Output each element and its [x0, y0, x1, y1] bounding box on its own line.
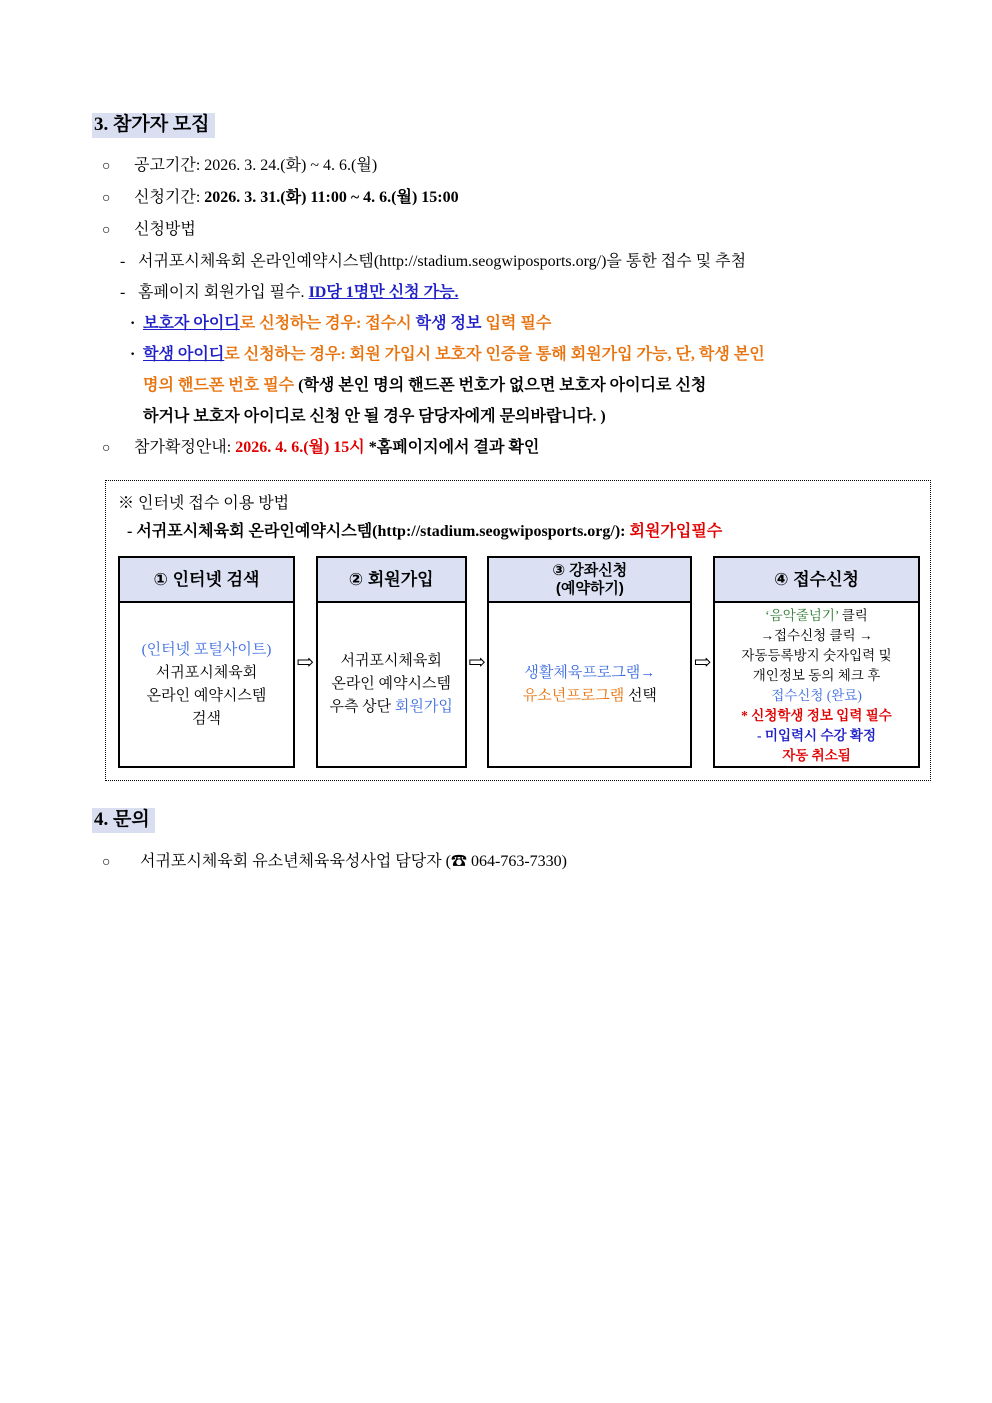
step4-line1 [765, 606, 868, 626]
apply-steps-flow [118, 556, 920, 768]
dot-bullet-icon: · [130, 315, 136, 332]
confirmation-label: 참가확정안내: [134, 439, 236, 456]
dash-bullet-icon: - [120, 284, 126, 301]
flow-arrow-cell [467, 556, 488, 768]
signup-link-text: 회원가입 [394, 699, 453, 715]
line-notice-period [92, 150, 944, 182]
circle-bullet-icon: ○ [102, 191, 111, 206]
phone-required-text: 명의 핸드폰 번호 필수 [143, 377, 299, 394]
section3-heading [92, 112, 944, 138]
step4-reception-box [713, 556, 920, 768]
step1-internet-search-box [118, 556, 295, 768]
student-id-tail: 로 신청하는 경우: 회원 가입시 보호자 인증을 통해 회원가입 가능, 단, 학생 본인 [224, 346, 765, 363]
student-info-term: 학생 정보 [415, 315, 482, 332]
apply-method-label: 신청방법 [134, 221, 196, 238]
contact-staff-note-text: 하거나 보호자 아이디로 신청 안 될 경우 담당자에게 문의바랍니다. ) [143, 408, 606, 425]
right-arrow-icon: ⇨ [468, 649, 486, 674]
select-text: 선택 [624, 687, 657, 704]
section3-heading-text: 3. 참가자 모집 [92, 113, 215, 138]
membership-required-emphasis: 회원가입필수 [629, 523, 723, 540]
step2-header: ② 회원가입 [318, 558, 465, 603]
step2-line3-prefix: 우측 상단 [329, 699, 395, 715]
guardian-id-term: 보호자 아이디 [143, 315, 240, 332]
step2-body [318, 603, 465, 766]
guide-box-subtitle [118, 517, 920, 546]
line-student-id-cont2 [92, 401, 944, 432]
line-student-id-cont1 [92, 370, 944, 401]
right-arrow-icon: ⇨ [296, 649, 315, 674]
step3-header-line2: (예약하기) [555, 579, 624, 597]
dash-bullet-icon: - [120, 253, 126, 270]
section4-heading [92, 807, 944, 833]
reception-complete-text: 접수신청 (완료) [771, 688, 862, 703]
one-id-rule-text: ID당 1명만 신청 가능. [308, 284, 459, 301]
auto-cancel-warning: 자동 취소됨 [782, 748, 851, 763]
step1-line4: 검색 [192, 710, 221, 727]
section4 [92, 807, 944, 878]
circle-bullet-icon: ○ [102, 159, 111, 174]
step2-line2: 온라인 예약시스템 [331, 676, 451, 692]
contact-text: 서귀포시체육회 유소년체육육성사업 담당자 (☎ 064-763-7330) [140, 853, 567, 870]
step1-line3: 온라인 예약시스템 [146, 687, 267, 704]
circle-bullet-icon: ○ [102, 855, 111, 870]
line-apply-period [92, 182, 944, 214]
line-student-id [92, 339, 944, 370]
sports-program-text: 생활체육프로그램→ [524, 664, 656, 681]
line-online-system [92, 246, 944, 277]
line-apply-method [92, 214, 944, 246]
section4-heading-text: 4. 문의 [92, 808, 155, 833]
right-arrow-icon: ⇨ [693, 649, 712, 674]
phone-note-text: (학생 본인 명의 핸드폰 번호가 없으면 보호자 아이디로 신청 [298, 377, 707, 394]
guide-box-subtitle-text: - 서귀포시체육회 온라인예약시스템(http://stadium.seogwiposports.org/): [127, 523, 630, 540]
section3-list [92, 150, 944, 464]
step2-membership-box [316, 556, 467, 768]
line-contact [92, 846, 944, 878]
program-name-text: ‘음악줄넘기’ [765, 608, 839, 623]
step2-line3 [329, 696, 452, 719]
membership-required-text: 홈페이지 회원가입 필수. [138, 284, 309, 301]
line-membership-required [92, 277, 944, 308]
line-guardian-id [92, 308, 944, 339]
click-text: 클릭 [838, 608, 868, 623]
step1-line2: 서귀포시체육회 [155, 664, 258, 681]
internet-apply-guide-box [105, 480, 931, 781]
apply-period-value: 2026. 3. 31.(화) 11:00 ~ 4. 6.(월) 15:00 [204, 189, 459, 206]
circle-bullet-icon: ○ [102, 441, 111, 456]
step2-line1: 서귀포시체육회 [340, 653, 442, 669]
step3-line2 [523, 685, 657, 708]
guide-box-title: ※ 인터넷 접수 이용 방법 [118, 495, 290, 512]
student-id-term: 학생 아이디 [143, 346, 225, 363]
confirmation-date: 2026. 4. 6.(월) 15시 [235, 439, 365, 456]
no-input-warning: - 미입력시 수강 확정 [757, 728, 876, 743]
step3-header [489, 558, 690, 603]
document-content [92, 112, 944, 878]
step4-body [715, 603, 918, 766]
step3-body [489, 603, 690, 766]
online-system-text: 서귀포시체육회 온라인예약시스템(http://stadium.seogwiposports.org/)을 통한 접수 및 추첨 [138, 253, 747, 270]
youth-program-text: 유소년프로그램 [522, 687, 625, 704]
step3-header-line1: ③ 강좌신청 [552, 561, 628, 579]
step4-header: ④ 접수신청 [715, 558, 918, 603]
step4-line4: 개인정보 동의 체크 후 [752, 668, 881, 683]
apply-period-label: 신청기간: [134, 189, 205, 206]
guardian-id-mid: 로 신청하는 경우: 접수시 [239, 315, 416, 332]
dot-bullet-icon: · [130, 346, 136, 363]
step4-line2: →접수신청 클릭 → [760, 628, 873, 643]
confirmation-tail: *홈페이지에서 결과 확인 [364, 439, 540, 456]
flow-arrow-cell [692, 556, 713, 768]
flow-arrow-cell [295, 556, 316, 768]
circle-bullet-icon: ○ [102, 223, 111, 238]
step1-header: ① 인터넷 검색 [120, 558, 293, 603]
step3-course-apply-box [487, 556, 692, 768]
guardian-id-tail: 입력 필수 [481, 315, 552, 332]
notice-period-text: 공고기간: 2026. 3. 24.(화) ~ 4. 6.(월) [134, 157, 378, 174]
step4-line3: 자동등록방지 숫자입력 및 [741, 648, 892, 663]
student-info-warning: * 신청학생 정보 입력 필수 [741, 708, 892, 723]
line-confirmation [92, 432, 944, 464]
portal-site-text: (인터넷 포털사이트) [141, 641, 272, 658]
step1-body [120, 603, 293, 766]
